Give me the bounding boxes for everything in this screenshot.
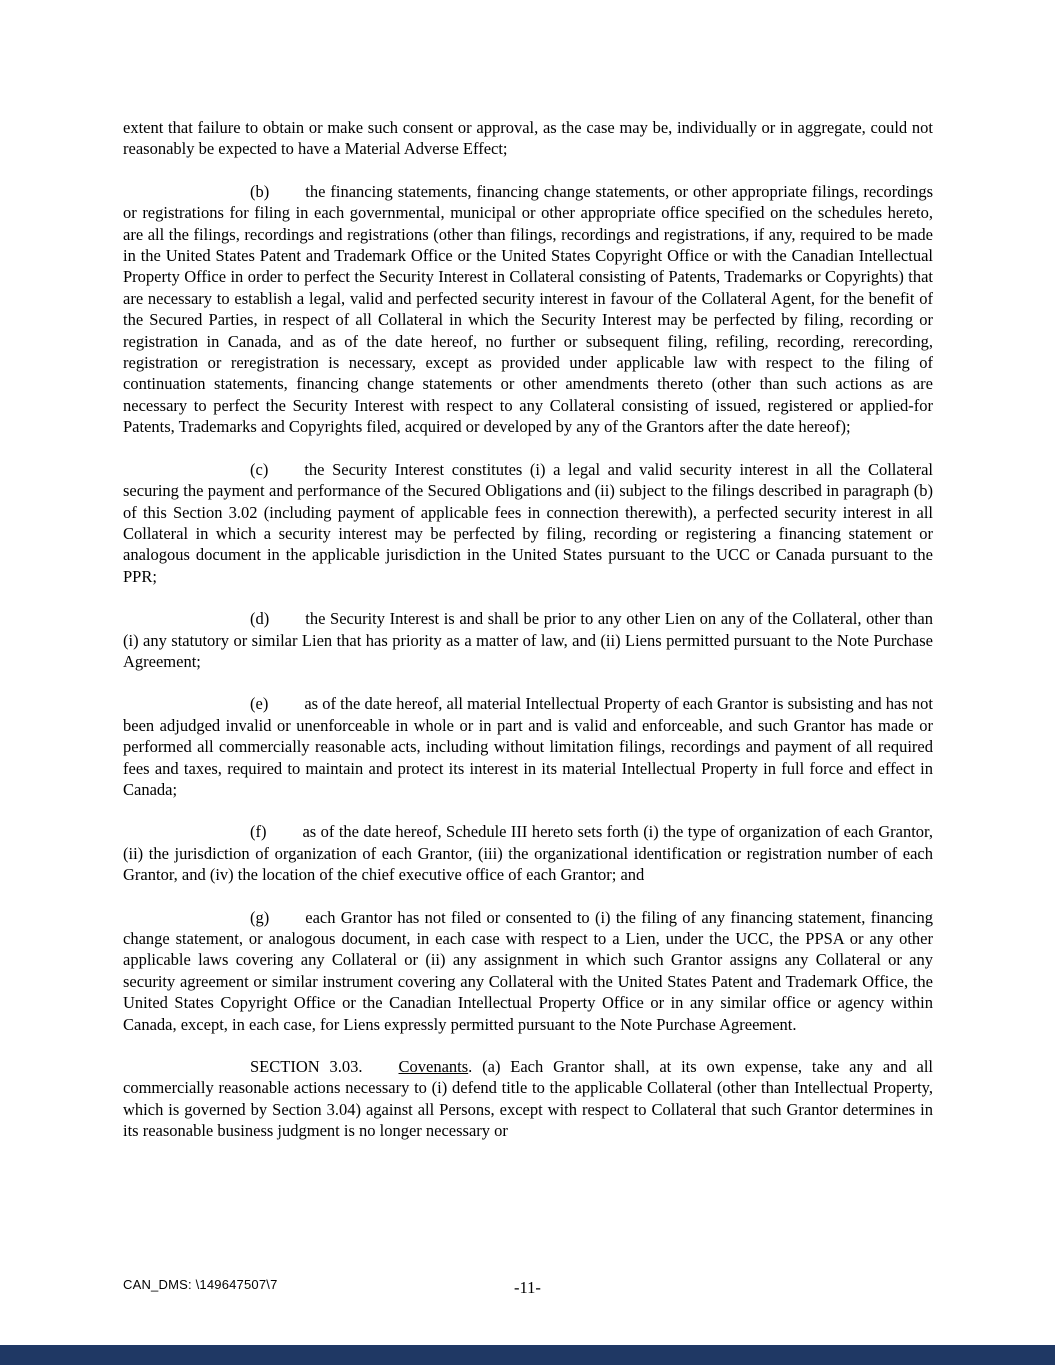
paragraph-e-label: (e)	[250, 694, 269, 714]
paragraph-f-text: as of the date hereof, Schedule III hereto sets forth (i) the type of organization of each Grantor, (ii) the jurisdiction of organization of each Grantor, (iii) the organizational identification or registration number of each Grantor, and (iv) the location of the chief executive office of each Grantor; and	[123, 822, 933, 885]
bottom-bar	[0, 1345, 1055, 1365]
paragraph-g-label: (g)	[250, 907, 270, 927]
section-3-03	[123, 1056, 933, 1142]
paragraph-c-text: the Security Interest constitutes (i) a legal and valid security interest in all the Collateral securing the payment and performance of the Secured Obligations and (ii) subject to the filings described in paragraph (b) of this Section 3.02 (including payment of applicable fees in connection therewith), a perfected security interest in all Collateral in which a security interest may be perfected by filing, recording or registering a financing statement or analogous document in the applicable jurisdiction in the United States pursuant to the UCC or Canada pursuant to the PPR;	[123, 459, 933, 586]
paragraph-f-label: (f)	[250, 822, 267, 842]
paragraph-intro: extent that failure to obtain or make such consent or approval, as the case may be, individually or in aggregate, could not reasonably be expected to have a Material Adverse Effect;	[123, 118, 933, 159]
page-number: -11-	[514, 1278, 541, 1297]
paragraph-g-text: each Grantor has not filed or consented to (i) the filing of any financing statement, financing change statement, or analogous document, in each case with respect to a Lien, under the UCC, the PPSA or any other applicable laws covering any Collateral or (ii) any assignment in which such Grantor assigns any Collateral or any security agreement or similar instrument covering any Collateral with the United States Patent and Trademark Office, the United States Copyright Office or the Canadian Intellectual Property Office or in any similar office or agency within Canada, except, in each case, for Liens expressly permitted pursuant to the Note Purchase Agreement.	[123, 907, 933, 1034]
document-body	[123, 117, 933, 1163]
paragraph-e-text: as of the date hereof, all material Intellectual Property of each Grantor is subsisting and has not been adjudged invalid or unenforceable in whole or in part and is valid and enforceable, and such Grantor has made or performed all commercially reasonable acts, including without limitation filings, recordings and payment of all required fees and taxes, required to maintain and protect its interest in its material Intellectual Property in full force and effect in Canada;	[123, 694, 933, 799]
paragraph-b-label: (b)	[250, 181, 270, 201]
section-text: . (a) Each Grantor shall, at its own expense, take any and all commercially reasonable actions necessary to (i) defend title to the applicable Collateral (other than Intellectual Property, which is governed by Section 3.04) against all Persons, except with respect to Collateral that such Grantor determines in its reasonable business judgment is no longer necessary or	[123, 1057, 933, 1141]
paragraph-d-text: the Security Interest is and shall be prior to any other Lien on any of the Collateral, other than (i) any statutory or similar Lien that has priority as a matter of law, and (ii) Liens permitted pursuant to the Note Purchase Agreement;	[123, 609, 933, 671]
paragraph-c	[123, 459, 933, 587]
paragraph-b	[123, 181, 933, 438]
paragraph-c-label: (c)	[250, 459, 269, 479]
paragraph-d-label: (d)	[250, 609, 270, 629]
paragraph-e	[123, 693, 933, 800]
paragraph-b-text: the financing statements, financing change statements, or other appropriate filings, recordings or registrations for filing in each governmental, municipal or other appropriate office specified on the schedules hereto, are all the filings, recordings and registrations (other than filings, recordings and registrations, if any, required to be made in the United States Patent and Trademark Office or the United States Copyright Office or with the Canadian Intellectual Property Office in order to perfect the Security Interest in Collateral consisting of Patents, Trademarks or Copyrights) that are necessary to establish a legal, valid and perfected security interest in favour of the Collateral Agent, for the benefit of the Secured Parties, in respect of all Collateral in which the Security Interest may be perfected by filing, recording or registration in Canada, and as of the date hereof, no further or subsequent filing, refiling, recording, rerecording, registration or reregistration is necessary, except as provided under applicable law with respect to the filing of continuation statements, financing change statements or other amendments thereto (other than such actions as are necessary to perfect the Security Interest with respect to any Collateral consisting of issued, registered or applied-for Patents, Trademarks and Copyrights filed, acquired or developed by any of the Grantors after the date hereof);	[123, 181, 933, 437]
section-heading: Covenants	[398, 1057, 469, 1077]
paragraph-g	[123, 907, 933, 1035]
section-label: SECTION 3.03.	[250, 1057, 363, 1077]
paragraph-f	[123, 821, 933, 885]
footer-doc-id: CAN_DMS: \149647507\7	[123, 1277, 278, 1292]
paragraph-d	[123, 608, 933, 672]
